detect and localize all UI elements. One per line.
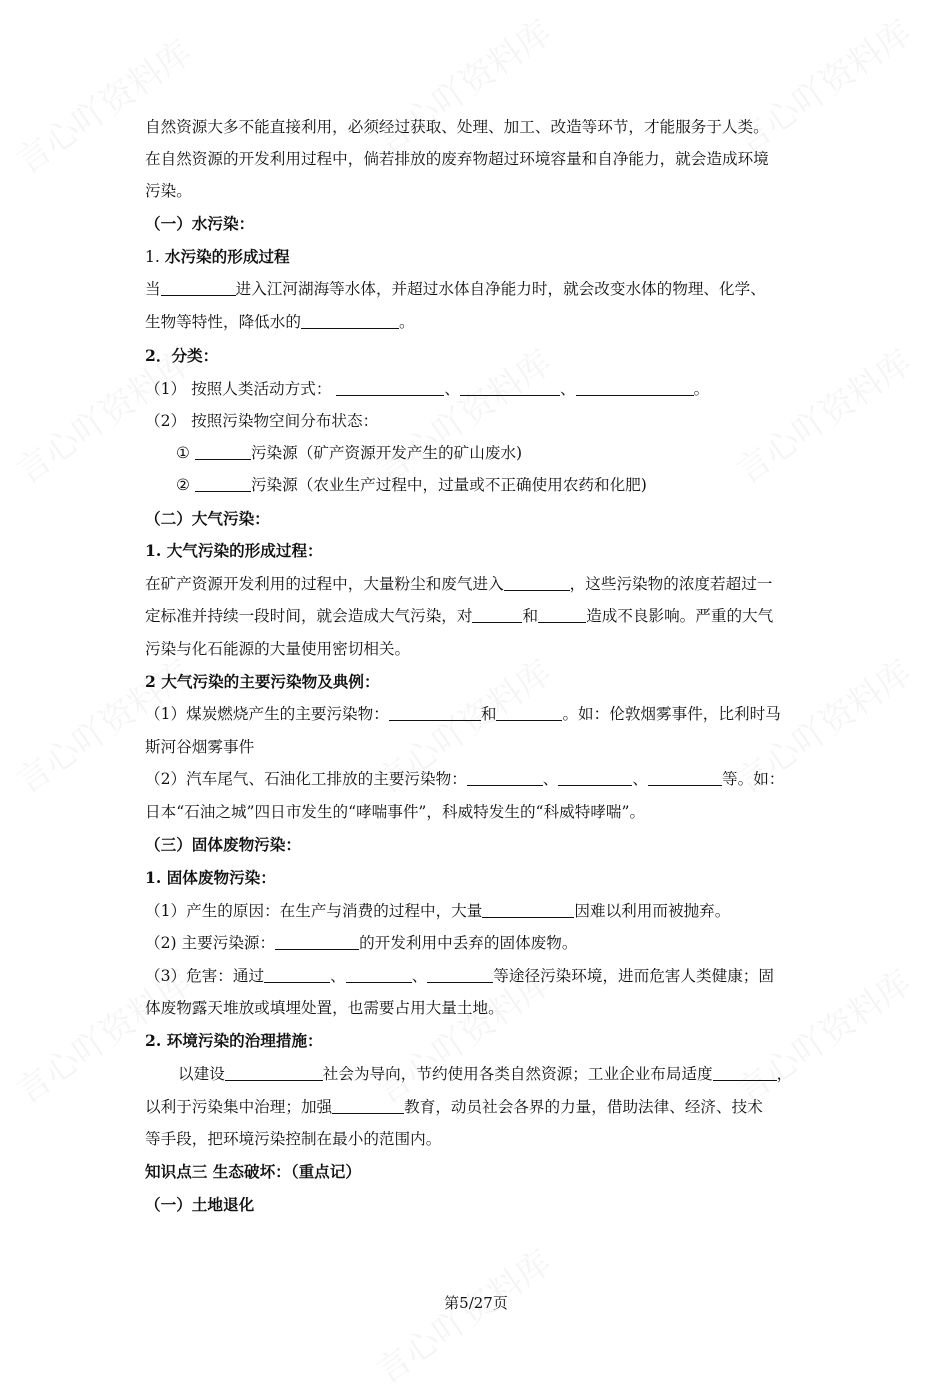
text: （2) 主要污染源：	[145, 934, 276, 952]
watermark	[724, 336, 919, 493]
text: 、	[560, 380, 576, 398]
blank[interactable]	[472, 606, 522, 623]
paragraph-line: 在自然资源的开发利用过程中，倘若排放的废弃物超过环境容量和自净能力，就会造成环境	[145, 150, 769, 168]
text: ，	[776, 1065, 793, 1083]
blank[interactable]	[161, 279, 236, 296]
fill-line	[145, 278, 766, 300]
fill-line	[145, 573, 772, 595]
text: 定标准并持续一段时间，就会造成大气污染，对	[145, 607, 473, 625]
paragraph-line: 污染。	[145, 182, 192, 200]
fill-line	[145, 378, 709, 400]
blank[interactable]	[496, 704, 562, 721]
blank[interactable]	[538, 606, 586, 623]
text: 以利于污染集中治理；加强	[145, 1098, 333, 1116]
watermark	[364, 6, 559, 163]
text: 、	[411, 967, 428, 985]
text: 在矿产资源开发利用的过程中，大量粉尘和废气进入	[145, 575, 504, 593]
page-number: 第5/27页	[444, 1294, 508, 1312]
text: 和	[522, 607, 539, 625]
text: 、	[444, 380, 460, 398]
fill-line	[145, 965, 774, 987]
paragraph-line: 斯河谷烟雾事件	[145, 738, 255, 756]
text: （1）产生的原因：在生产与消费的过程中，大量	[145, 902, 483, 920]
text: 社会为导向，节约使用各类自然资源；工业企业布局适度	[322, 1065, 713, 1083]
text: 教育，动员社会各界的力量，借助法律、经济、技术	[404, 1098, 763, 1116]
paragraph-line: 日本“石油之城”四日市发生的“哮喘事件”，科威特发生的“科威特哮喘”。	[145, 803, 646, 821]
section-heading: （三）固体废物污染：	[145, 835, 301, 854]
text: 、	[330, 967, 346, 985]
text: 、	[542, 770, 559, 788]
text: 的开发利用中丢弃的固体废物。	[359, 934, 578, 952]
knowledge-point-heading: 知识点三 生态破坏：（重点记）	[145, 1162, 361, 1181]
text: （1） 按照人类活动方式：	[145, 380, 332, 398]
text: 以建设	[178, 1065, 225, 1083]
text: 和	[480, 705, 497, 723]
blank[interactable]	[576, 379, 694, 396]
circled-number: ②	[176, 476, 190, 494]
text: 、	[632, 770, 649, 788]
watermark	[724, 6, 919, 163]
fill-line	[145, 605, 773, 627]
blank[interactable]	[301, 312, 399, 329]
text: 当	[145, 280, 161, 298]
fill-line	[178, 1063, 792, 1085]
blank[interactable]	[460, 379, 560, 396]
text: 生物等特性，降低水的	[145, 313, 301, 331]
text: 等。如：	[722, 770, 785, 788]
blank[interactable]	[427, 966, 493, 983]
paragraph-line: 自然资源大多不能直接利用，必须经过获取、处理、加工、改造等环节，才能服务于人类。	[145, 118, 769, 136]
text: 。	[398, 313, 415, 331]
number-label: 1.	[145, 248, 165, 266]
paragraph-line: 污染与化石能源的大量使用密切相关。	[145, 640, 411, 658]
section-heading: （一）水污染：	[145, 214, 255, 233]
text: （3）危害：通过	[145, 967, 265, 985]
blank[interactable]	[467, 769, 543, 786]
fill-line	[145, 703, 781, 725]
blank[interactable]	[482, 901, 574, 918]
subheading-text: 水污染的形成过程	[164, 247, 290, 266]
blank[interactable]	[195, 443, 251, 460]
blank[interactable]	[225, 1064, 323, 1081]
subheading	[145, 246, 290, 268]
watermark	[364, 1236, 559, 1393]
blank[interactable]	[648, 769, 722, 786]
blank[interactable]	[275, 933, 359, 950]
subheading: 2. 环境污染的治理措施：	[145, 1031, 323, 1050]
fill-line	[145, 900, 730, 922]
section-heading: （二）大气污染：	[145, 509, 270, 528]
blank[interactable]	[336, 379, 444, 396]
text: （2）汽车尾气、石油化工排放的主要污染物：	[145, 770, 467, 788]
paragraph-line: 体废物露天堆放或填埋处置，也需要占用大量土地。	[145, 999, 504, 1017]
fill-line	[145, 1096, 763, 1118]
fill-line	[145, 768, 784, 790]
subheading: 1. 大气污染的形成过程：	[145, 541, 323, 560]
section-heading: （一）土地退化	[145, 1195, 255, 1214]
blank[interactable]	[264, 966, 330, 983]
text: ，这些污染物的浓度若超过一	[569, 575, 773, 593]
blank[interactable]	[504, 574, 570, 591]
fill-line	[145, 932, 577, 954]
subheading: 2．分类：	[145, 346, 219, 365]
blank[interactable]	[332, 1097, 404, 1114]
subheading: 1. 固体废物污染：	[145, 868, 276, 887]
blank[interactable]	[389, 704, 481, 721]
text: （1）煤炭燃烧产生的主要污染物：	[145, 705, 389, 723]
circled-number: ①	[176, 444, 190, 462]
text: 造成不良影响。严重的大气	[586, 607, 774, 625]
blank[interactable]	[195, 475, 251, 492]
text: 。	[693, 380, 710, 398]
fill-line	[176, 474, 647, 496]
blank[interactable]	[558, 769, 632, 786]
watermark	[364, 336, 559, 493]
subheading: 2 大气污染的主要污染物及典例：	[145, 672, 380, 691]
blank[interactable]	[713, 1064, 777, 1081]
paragraph-line: （2） 按照污染物空间分布状态：	[145, 412, 379, 430]
paragraph-line: 等手段，把环境污染控制在最小的范围内。	[145, 1130, 442, 1148]
text: 等途径污染环境，进而危害人类健康；固	[493, 967, 774, 985]
fill-line	[176, 442, 522, 464]
text: 因难以利用而被抛弃。	[574, 902, 731, 920]
blank[interactable]	[346, 966, 412, 983]
text: 进入江河湖海等水体，并超过水体自净能力时，就会改变水体的物理、化学、	[235, 280, 766, 298]
fill-line	[145, 311, 415, 333]
text: 污染源（矿产资源开发产生的矿山废水)	[250, 444, 523, 462]
text: 污染源（农业生产过程中，过量或不正确使用农药和化肥)	[250, 476, 647, 494]
text: 。如：伦敦烟雾事件，比利时马	[562, 705, 781, 723]
